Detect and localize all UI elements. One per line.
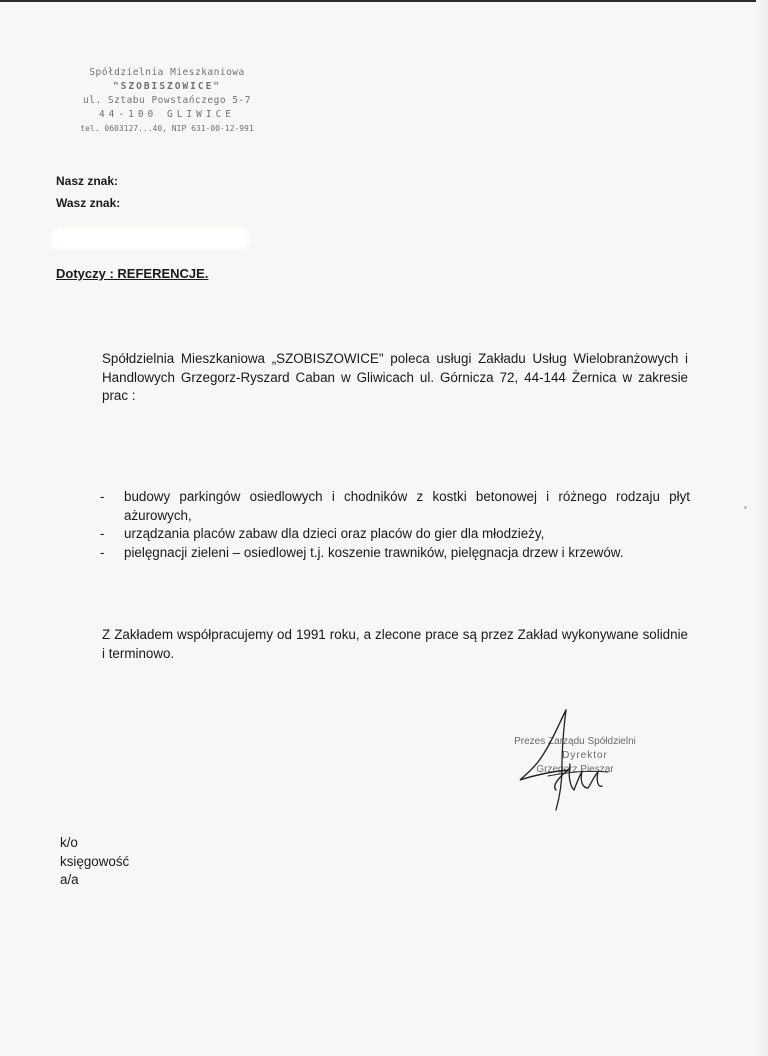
distribution-copy-3: a/a [60,872,79,887]
stamp-city: 44-100 GLIWICE [98,109,236,120]
handwritten-signature [508,706,618,816]
list-item-text: pielęgnacji zieleni – osiedlowej t.j. koszenie trawników, pielęgnacja drzew i krzewów. [124,544,624,560]
company-stamp [72,66,262,136]
list-item-text: urządzania placów zabaw dla dzieci oraz placów do gier dla młodzieży, [124,526,545,541]
stamp-line-1: Spółdzielnia Mieszkaniowa [89,67,245,78]
subject-line: Dotyczy : REFERENCJE. [56,266,209,281]
distribution-list [60,834,129,890]
our-reference-label: Nasz znak: [56,174,119,188]
intro-paragraph: Spółdzielnia Mieszkaniowa „SZOBISZOWICE" poleca usługi Zakładu Usług Wielobranżowych i Handlowych Grzegorz-Ryszard Caban w Gliwicach ul. Górnicza 72, 44-144 Żernica w zakresie prac : [102,351,688,403]
distribution-copy-1: k/o [60,835,78,850]
closing-paragraph: Z Zakładem współpracujemy od 1991 roku, a zlecone prace są przez Zakład wykonywane solidnie i terminowo. [102,627,688,661]
list-bullet: - [100,489,105,504]
list-item [96,525,696,544]
stamp-company-name: "SZOBISZOWICE" [112,81,222,92]
signature-stamp-role: Dyrektor [562,750,608,761]
stamp-address: ul. Sztabu Powstańczego 5-7 [83,95,251,106]
list-item-text: budowy parkingów osiedlowych i chodników z kostki betonowej i różnego rodzaju płyt ażurowych, [124,489,690,523]
stamp-identifiers: tel. 0603127...40, NIP 631-00-12-991 [80,124,254,133]
page-right-edge [756,0,768,1056]
signature-stamp-title: Prezes Zarządu Spółdzielni [514,736,636,747]
signature-stamp-name: Grzegorz Pieszar [536,764,614,775]
distribution-copy-2: księgowość [60,853,130,869]
list-item [96,544,696,563]
your-reference-label: Wasz znak: [56,196,121,210]
list-bullet: - [100,526,105,541]
list-bullet: - [100,544,105,560]
page-top-edge [0,0,768,2]
services-list [96,488,696,562]
list-item [96,488,696,525]
paper-speck [744,506,747,509]
redacted-addressee [54,231,246,247]
